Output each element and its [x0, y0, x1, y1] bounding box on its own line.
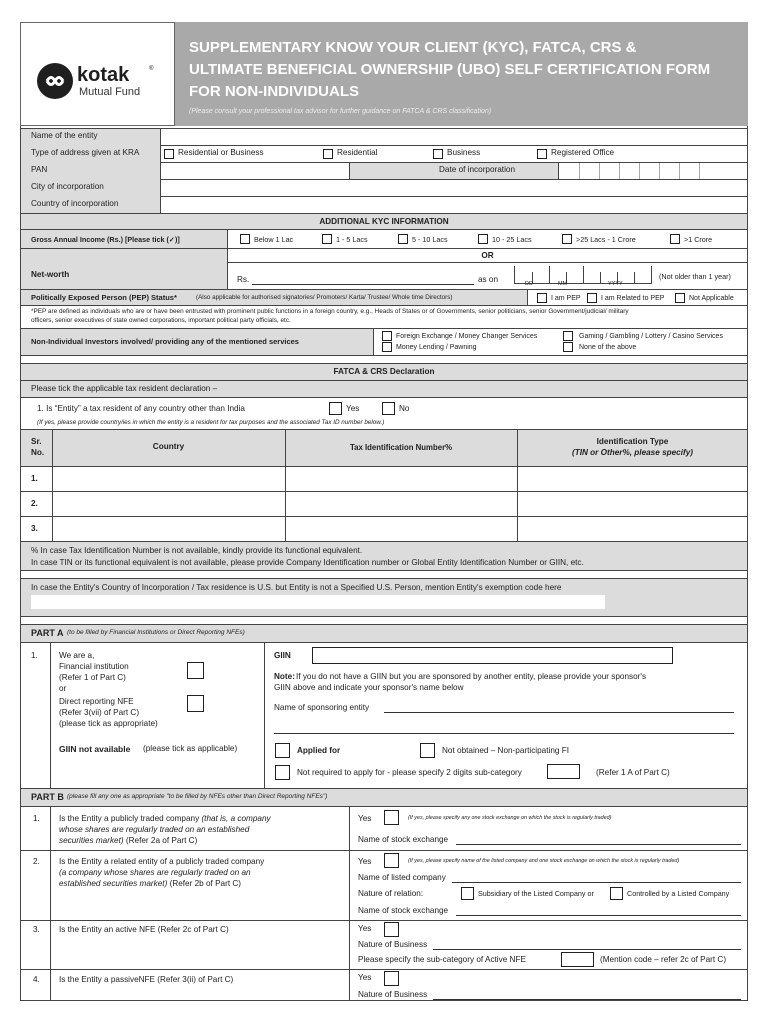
- fatca-heading: FATCA & CRS Declaration: [333, 367, 435, 376]
- drn-checkbox[interactable]: [187, 695, 204, 712]
- row-1-idtype-field[interactable]: [519, 468, 746, 490]
- not-obtained-checkbox[interactable]: [420, 743, 435, 758]
- q4-nature-field[interactable]: [433, 999, 741, 1000]
- drn-label-1: Direct reporting NFE: [59, 697, 134, 706]
- giin-na-label: GIIN not available: [59, 744, 131, 754]
- pan-field[interactable]: [162, 164, 348, 178]
- addr-residential-checkbox[interactable]: [323, 149, 333, 159]
- q1-exchange-label: Name of stock exchange: [358, 835, 449, 844]
- networth-label: Net-worth: [31, 270, 70, 279]
- q3-num: 3.: [33, 925, 40, 934]
- col-no-header: No.: [31, 448, 45, 457]
- note-bold: Note:: [274, 672, 295, 681]
- tax-resident-no-label: No: [399, 404, 410, 413]
- us-exemption-note: In case the Entity's Country of Incorporation / Tax residence is U.S. but Entity is not a Specified U.S. Person, mention Entity's exemption code here: [31, 583, 562, 592]
- form-title-line-2: ULTIMATE BENEFICIAL OWNERSHIP (UBO) SELF CERTIFICATION FORM: [189, 61, 711, 78]
- pan-label: PAN: [31, 165, 48, 174]
- pep-yes-checkbox[interactable]: [537, 293, 547, 303]
- q3-sub-label: Please specify the sub-category of Active NFE: [358, 955, 526, 964]
- q2-listed-label: Name of listed company: [358, 873, 446, 882]
- part-a-item-num: 1.: [31, 651, 38, 660]
- fi-checkbox[interactable]: [187, 662, 204, 679]
- giin-label: GIIN: [274, 651, 291, 660]
- svc-none-label: None of the above: [579, 344, 637, 351]
- income-1-5-label: 1 - 5 Lacs: [336, 235, 368, 244]
- row-3-country-field[interactable]: [54, 518, 283, 540]
- q1-line-3-ref: (Refer 2a of Part C): [123, 836, 198, 845]
- q1-yes-checkbox[interactable]: [384, 810, 399, 825]
- income-10-25-label: 10 - 25 Lacs: [492, 235, 532, 244]
- pep-label: Politically Exposed Person (PEP) Status*: [31, 293, 177, 302]
- col-sr-header: Sr.: [31, 437, 42, 446]
- kyc-heading: ADDITIONAL KYC INFORMATION: [319, 217, 449, 226]
- q4-yes-label: Yes: [358, 973, 372, 982]
- pep-na-label: Not Applicable: [689, 295, 734, 302]
- sponsor-name-field-2[interactable]: [274, 733, 734, 734]
- col-idtype-header-line-2: (TIN or Other%, please specify): [571, 448, 694, 457]
- as-on-label: as on: [478, 275, 499, 284]
- form-header: [20, 22, 748, 126]
- registered-mark: ®: [149, 66, 154, 72]
- form-subtitle: (Please consult your professional tax advisor for further guidance on FATCA & CRS classification): [189, 108, 492, 115]
- tax-resident-yes-checkbox[interactable]: [329, 402, 342, 415]
- city-label: City of incorporation: [31, 182, 104, 191]
- fi-label-2: (Refer 1 of Part C): [59, 673, 126, 682]
- kotak-logo-icon: [37, 63, 73, 99]
- q1-num: 1.: [33, 814, 40, 823]
- q2-nature-label: Nature of relation:: [358, 889, 424, 898]
- svc-forex-label: Foreign Exchange / Money Changer Services: [396, 333, 538, 340]
- q4-num: 4.: [33, 975, 40, 984]
- q2-exchange-label: Name of stock exchange: [358, 906, 449, 915]
- q1-line-3: [59, 837, 197, 845]
- q2-yes-note: (If yes, please specify name of the listed company and one stock exchange on which the stock is regularly traded): [408, 858, 680, 864]
- q4-yes-checkbox[interactable]: [384, 971, 399, 986]
- income-5-10-label: 5 - 10 Lacs: [412, 235, 448, 244]
- income-label: Gross Annual Income (Rs.) [Please tick (✓)]: [31, 235, 180, 244]
- tax-resident-yes-label: Yes: [346, 404, 360, 413]
- q1-line-1-italic: (that is, a company: [199, 814, 271, 823]
- us-exemption-code-field[interactable]: [31, 595, 605, 609]
- tax-resident-no-checkbox[interactable]: [382, 402, 395, 415]
- part-a-heading: PART A: [31, 628, 64, 638]
- row-3-tin-field[interactable]: [287, 518, 515, 540]
- entity-name-label: Name of the entity: [31, 131, 98, 140]
- q2-num: 2.: [33, 857, 40, 866]
- pep-related-label: I am Related to PEP: [601, 295, 665, 302]
- q3-nature-label: Nature of Business: [358, 940, 428, 949]
- form-title-line-1: SUPPLEMENTARY KNOW YOUR CLIENT (KYC), FATCA, CRS &: [189, 39, 637, 56]
- date-dd-label: DD: [525, 281, 533, 287]
- q1-yes-note: (If yes, please specify any one stock exchange on which the stock is regularly traded): [408, 815, 612, 821]
- row-2-idtype-field[interactable]: [519, 493, 746, 515]
- income-below-1lac-label: Below 1 Lac: [254, 235, 294, 244]
- doi-field[interactable]: [559, 163, 747, 179]
- row-3-idtype-field[interactable]: [519, 518, 746, 540]
- logo-brand: kotak: [77, 64, 130, 86]
- income-10-25-checkbox[interactable]: [478, 234, 488, 244]
- tin-note-line-1: % In case Tax Identification Number is not available, kindly provide its functional equivalent.: [31, 546, 363, 555]
- income-25-1cr-label: >25 Lacs - 1 Crore: [576, 235, 636, 244]
- q2-listed-field[interactable]: [452, 882, 741, 883]
- svc-none-checkbox[interactable]: [563, 342, 573, 352]
- q2-subsidiary-label: Subsidiary of the Listed Company or: [478, 889, 594, 898]
- q1-exchange-field[interactable]: [456, 844, 741, 845]
- q3-yes-checkbox[interactable]: [384, 922, 399, 937]
- giin-na-note: (please tick as applicable): [143, 744, 238, 753]
- table-row-3-num: 3.: [31, 524, 38, 533]
- pep-na-checkbox[interactable]: [675, 293, 685, 303]
- refer-1a-label: (Refer 1 A of Part C): [596, 768, 670, 777]
- addr-registered-office-checkbox[interactable]: [537, 149, 547, 159]
- q1-yes-label: Yes: [358, 814, 372, 823]
- q2-line-2: (a company whose shares are regularly traded on an: [59, 868, 251, 877]
- city-field[interactable]: [162, 181, 746, 195]
- row-1-tin-field[interactable]: [287, 468, 515, 490]
- q1-line-1-text: Is the Entity a publicly traded company: [59, 814, 200, 823]
- drn-label-2: (Refer 3(vii) of Part C): [59, 708, 140, 717]
- svc-lending-label: Money Lending / Pawning: [396, 344, 477, 351]
- not-required-label: Not required to apply for - please specify 2 digits sub-category: [297, 768, 522, 777]
- or-label: or: [59, 684, 67, 693]
- svc-lending-checkbox[interactable]: [382, 342, 392, 352]
- pep-definition-line-2: officers, senior executives of state owned corporations, important political party officials, etc.: [31, 317, 291, 324]
- income-25-1cr-checkbox[interactable]: [562, 234, 572, 244]
- networth-rs-label: Rs.: [237, 275, 250, 284]
- q2-line-3: [59, 880, 241, 888]
- q3-nature-field[interactable]: [433, 949, 741, 950]
- table-row-1-num: 1.: [31, 474, 38, 483]
- col-country-header: Country: [152, 442, 185, 451]
- or-divider: OR: [481, 251, 494, 260]
- row-2-country-field[interactable]: [54, 493, 283, 515]
- sub-category-input[interactable]: [547, 764, 580, 779]
- addr-business-checkbox[interactable]: [433, 149, 443, 159]
- sponsor-name-field[interactable]: [384, 712, 734, 713]
- applied-checkbox[interactable]: [275, 743, 290, 758]
- col-tin-header: Tax Identification Number%: [349, 443, 453, 452]
- date-mm-label: MM: [558, 281, 568, 287]
- q2-exchange-field[interactable]: [456, 915, 741, 916]
- tax-resident-question: 1. Is “Entity” a tax resident of any country other than India: [37, 404, 245, 413]
- note-line-1: If you do not have a GIIN but you are sponsored by another entity, please provide your sponsor's: [296, 672, 647, 681]
- pep-definition-line-1: *PEP are defined as individuals who are or have been entrusted with prominent public functions in a foreign country, e.g., Heads of States or of Governments, senior politicians, senior Government/judicial/ military: [31, 308, 629, 315]
- tax-table: [20, 429, 748, 541]
- income-above-1cr-label: >1 Crore: [684, 235, 713, 244]
- fi-label-1: Financial institution: [59, 662, 129, 671]
- entity-name-field[interactable]: [162, 130, 746, 144]
- networth-amount-field[interactable]: [252, 284, 474, 285]
- addr-residential-business-label: Residential or Business: [178, 148, 264, 157]
- q2-line-3-ref: (Refer 2b of Part C): [167, 879, 242, 888]
- form-title-line-3: FOR NON-INDIVIDUALS: [189, 83, 359, 100]
- pep-note: (Also applicable for authorised signatories/ Promoters/ Karta/ Trustee/ Whole time Directors): [196, 294, 453, 301]
- q4-nature-label: Nature of Business: [358, 990, 428, 999]
- income-1-5-checkbox[interactable]: [322, 234, 332, 244]
- note-line-2: GIIN above and indicate your sponsor's name below: [274, 683, 464, 692]
- addr-residential-label: Residential: [337, 148, 378, 157]
- date-yyyy-label: YYYY: [608, 281, 623, 287]
- country-field[interactable]: [162, 198, 746, 212]
- q4-line-1: Is the Entity a passiveNFE (Refer 3(ii) of Part C): [59, 975, 234, 984]
- sponsor-label: Name of sponsoring entity: [274, 703, 370, 712]
- giin-input[interactable]: [312, 647, 673, 664]
- applied-label: Applied for: [297, 746, 341, 755]
- svc-gaming-label: Gaming / Gambling / Lottery / Casino Services: [579, 333, 723, 340]
- we-are-label: We are a,: [59, 651, 95, 660]
- part-b-heading: PART B: [31, 792, 64, 802]
- row-1-country-field[interactable]: [54, 468, 283, 490]
- not-required-checkbox[interactable]: [275, 765, 290, 780]
- networth-date-field[interactable]: [514, 266, 652, 284]
- q3-code-note: (Mention code – refer 2c of Part C): [600, 955, 727, 964]
- addr-residential-business-checkbox[interactable]: [164, 149, 174, 159]
- table-row-2-num: 2.: [31, 499, 38, 508]
- tax-declaration-label: Please tick the applicable tax resident declaration –: [31, 384, 218, 393]
- logo-area: [20, 22, 175, 126]
- q3-yes-label: Yes: [358, 924, 372, 933]
- not-older-note: (Not older than 1 year): [659, 272, 731, 281]
- drn-label-3: (please tick as appropriate): [59, 719, 158, 728]
- logo-subtext: Mutual Fund: [79, 86, 141, 98]
- country-label: Country of incorporation: [31, 199, 119, 208]
- svc-forex-checkbox[interactable]: [382, 331, 392, 341]
- income-5-10-checkbox[interactable]: [398, 234, 408, 244]
- doi-label: Date of incorporation: [439, 165, 516, 174]
- title-block: [175, 22, 748, 126]
- q2-line-3-italic: established securities market): [59, 879, 168, 888]
- row-2-tin-field[interactable]: [287, 493, 515, 515]
- tin-note-line-2: In case TIN or its functional equivalent is not available, please provide Company Identification number or Global Entity Identification Number or GIIN, etc.: [31, 558, 584, 567]
- pep-yes-label: I am PEP: [551, 295, 581, 302]
- part-a-note: (to be filled by Financial Institutions or Direct Reporting NFEs): [67, 629, 245, 636]
- col-idtype-header-line-1: Identification Type: [596, 437, 669, 446]
- not-obtained-label: Not obtained – Non-participating FI: [442, 746, 569, 755]
- q3-line-1: Is the Entity an active NFE (Refer 2c of Part C): [59, 925, 229, 934]
- addr-business-label: Business: [447, 148, 481, 157]
- addr-registered-office-label: Registered Office: [551, 148, 615, 157]
- services-label: Non-Individual Investors involved/ providing any of the mentioned services: [31, 337, 299, 346]
- q2-subsidiary-checkbox[interactable]: [461, 887, 474, 900]
- income-above-1cr-checkbox[interactable]: [670, 234, 680, 244]
- q2-controlled-checkbox[interactable]: [610, 887, 623, 900]
- q3-code-input[interactable]: [561, 952, 594, 967]
- tax-resident-note: (If yes, please provide country/ies in which the entity is a resident for tax purposes and the associated Tax ID number below.): [37, 419, 385, 426]
- q2-yes-label: Yes: [358, 857, 372, 866]
- income-below-1lac-checkbox[interactable]: [240, 234, 250, 244]
- pep-related-checkbox[interactable]: [587, 293, 597, 303]
- q1-line-1: [59, 815, 271, 823]
- q1-line-3-italic: securities market): [59, 836, 124, 845]
- q2-controlled-label: Controlled by a Listed Company: [627, 889, 730, 898]
- part-b-note: (please fill any one as appropriate "to be filled by NFEs other than Direct Reporting NFEs"): [67, 793, 328, 800]
- svc-gaming-checkbox[interactable]: [563, 331, 573, 341]
- q2-yes-checkbox[interactable]: [384, 853, 399, 868]
- q1-line-2: whose shares are regularly traded on an established: [59, 825, 250, 834]
- address-type-label: Type of address given at KRA: [31, 148, 140, 157]
- q2-line-1: Is the Entity a related entity of a publicly traded company: [59, 857, 265, 866]
